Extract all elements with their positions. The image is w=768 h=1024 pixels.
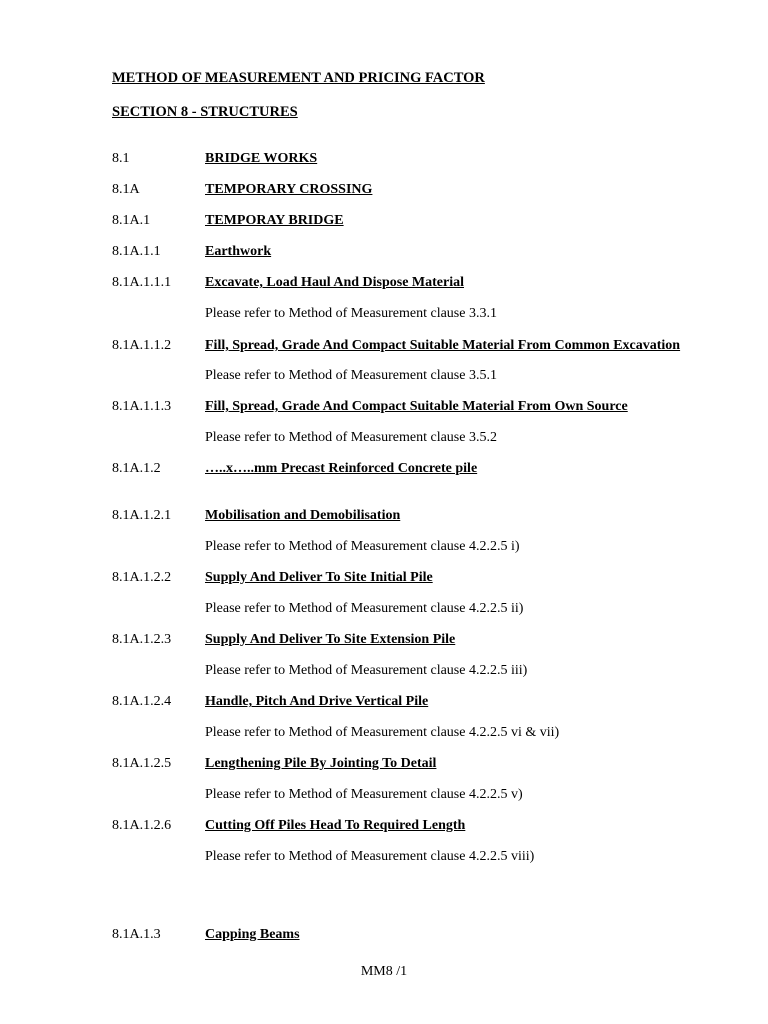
entry-title: Capping Beams xyxy=(205,927,300,942)
section-title: SECTION 8 - STRUCTURES xyxy=(112,104,298,120)
entry-title: TEMPORAY BRIDGE xyxy=(205,213,344,228)
entry-title: Lengthening Pile By Jointing To Detail xyxy=(205,756,437,771)
entry-title: Supply And Deliver To Site Extension Pile xyxy=(205,632,456,647)
entry-title: Fill, Spread, Grade And Compact Suitable Material From Common Excavation xyxy=(205,338,681,353)
entry-number: 8.1A.1.2.5 xyxy=(112,756,172,771)
entry-number: 8.1 xyxy=(112,151,130,166)
entry-reference: Please refer to Method of Measurement clause 4.2.2.5 vi & vii) xyxy=(205,725,560,740)
entry-title: TEMPORARY CROSSING xyxy=(205,182,373,197)
entry-number: 8.1A.1.2.3 xyxy=(112,632,172,647)
page-footer: MM8 /1 xyxy=(360,964,408,979)
entry-number: 8.1A.1.1.1 xyxy=(112,275,172,290)
entry-reference: Please refer to Method of Measurement clause 4.2.2.5 iii) xyxy=(205,663,528,678)
entry-number: 8.1A.1.2.6 xyxy=(112,818,172,833)
entry-title: Earthwork xyxy=(205,244,272,259)
entry-reference: Please refer to Method of Measurement clause 4.2.2.5 viii) xyxy=(205,849,535,864)
entry-number: 8.1A.1.2 xyxy=(112,461,161,476)
entry-title: Handle, Pitch And Drive Vertical Pile xyxy=(205,694,429,709)
entry-reference: Please refer to Method of Measurement clause 3.5.2 xyxy=(205,430,497,445)
entry-title: BRIDGE WORKS xyxy=(205,151,318,166)
entry-number: 8.1A.1.3 xyxy=(112,927,161,942)
entry-number: 8.1A.1.2.1 xyxy=(112,508,172,523)
entry-reference: Please refer to Method of Measurement clause 4.2.2.5 ii) xyxy=(205,601,524,616)
entry-title: Fill, Spread, Grade And Compact Suitable Material From Own Source xyxy=(205,399,628,414)
entry-number: 8.1A.1.2.2 xyxy=(112,570,172,585)
entry-number: 8.1A.1.1 xyxy=(112,244,161,259)
document-title: METHOD OF MEASUREMENT AND PRICING FACTOR xyxy=(112,70,485,86)
entry-title: …..x…..mm Precast Reinforced Concrete pile xyxy=(205,461,478,476)
entry-number: 8.1A xyxy=(112,182,140,197)
entry-reference: Please refer to Method of Measurement clause 3.3.1 xyxy=(205,306,497,321)
entry-title: Excavate, Load Haul And Dispose Material xyxy=(205,275,465,290)
entry-title: Mobilisation and Demobilisation xyxy=(205,508,401,523)
entry-reference: Please refer to Method of Measurement clause 4.2.2.5 i) xyxy=(205,539,520,554)
entry-number: 8.1A.1.2.4 xyxy=(112,694,172,709)
entry-reference: Please refer to Method of Measurement clause 4.2.2.5 v) xyxy=(205,787,523,802)
entry-number: 8.1A.1.1.3 xyxy=(112,399,172,414)
entry-number: 8.1A.1.1.2 xyxy=(112,338,172,353)
entry-title: Cutting Off Piles Head To Required Length xyxy=(205,818,466,833)
entry-title: Supply And Deliver To Site Initial Pile xyxy=(205,570,433,585)
entry-number: 8.1A.1 xyxy=(112,213,151,228)
entry-reference: Please refer to Method of Measurement clause 3.5.1 xyxy=(205,368,497,383)
